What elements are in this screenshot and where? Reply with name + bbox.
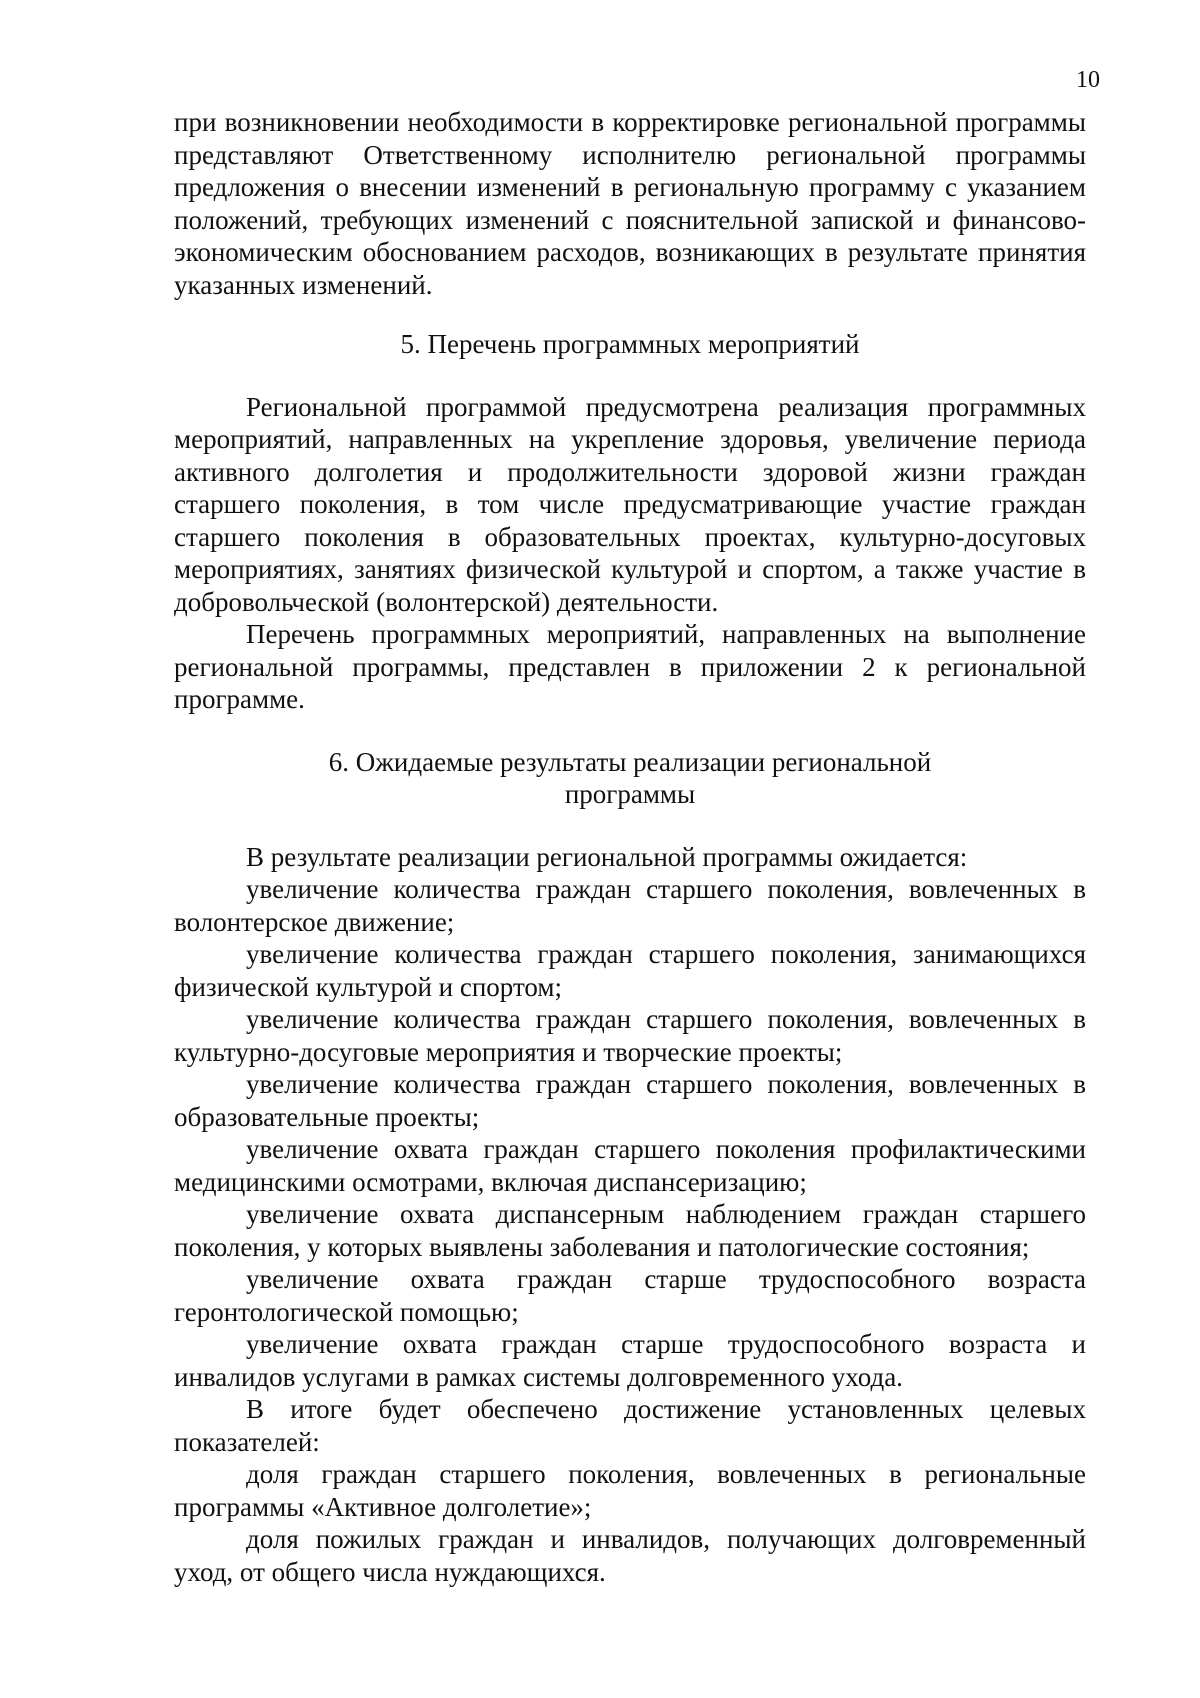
result-item: увеличение охвата диспансерным наблюдением граждан старшего поколения, у которых выявлены заболевания и патологические состояния; — [174, 1199, 1086, 1262]
section-5-paragraph: Перечень программных мероприятий, направленных на выполнение региональной программы, представлен в приложении 2 к региональной программе. — [174, 619, 1086, 714]
result-item: увеличение охвата граждан старше трудоспособного возраста геронтологической помощью; — [174, 1264, 1086, 1327]
result-item: увеличение количества граждан старшего поколения, вовлеченных в волонтерское движение; — [174, 874, 1086, 937]
section-6-paragraph: В итоге будет обеспечено достижение установленных целевых показателей: — [174, 1394, 1086, 1457]
result-item: увеличение количества граждан старшего поколения, занимающихся физической культурой и спортом; — [174, 939, 1086, 1002]
result-item: увеличение количества граждан старшего поколения, вовлеченных в образовательные проекты; — [174, 1069, 1086, 1132]
section-6-heading: 6. Ожидаемые результаты реализации региональной программы — [328, 746, 932, 809]
section-6-paragraph: В результате реализации региональной программы ожидается: — [246, 841, 968, 872]
page-number: 10 — [1076, 67, 1100, 93]
intro-paragraph: при возникновении необходимости в корректировке региональной программы представляют Ответственному исполнителю региональной программы предложения о внесении изменений в региональную программу с указанием положений, требующих изменений с пояснительной запиской и финансово-экономическим обоснованием расходов, возникающих в результате принятия указанных изменений. — [174, 107, 1086, 300]
result-item: увеличение охвата граждан старшего поколения профилактическими медицинскими осмотрами, включая диспансеризацию; — [174, 1134, 1086, 1197]
result-item: увеличение охвата граждан старше трудоспособного возраста и инвалидов услугами в рамках системы долговременного ухода. — [174, 1329, 1086, 1392]
section-5-paragraph: Региональной программой предусмотрена реализация программных мероприятий, направленных на укрепление здоровья, увеличение периода активного долголетия и продолжительности здоровой жизни граждан старшего поколения, в том числе предусматривающие участие граждан старшего поколения в образовательных проектах, культурно-досуговых мероприятиях, занятиях физической культурой и спортом, а также участие в добровольческой (волонтерской) деятельности. — [174, 391, 1086, 617]
target-indicator-item: доля граждан старшего поколения, вовлеченных в региональные программы «Активное долголетие»; — [174, 1459, 1086, 1522]
result-item: увеличение количества граждан старшего поколения, вовлеченных в культурно-досуговые мероприятия и творческие проекты; — [174, 1004, 1086, 1067]
section-5-heading: 5. Перечень программных мероприятий — [400, 329, 860, 359]
target-indicator-item: доля пожилых граждан и инвалидов, получающих долговременный уход, от общего числа нуждающихся. — [174, 1524, 1086, 1587]
document-body — [174, 106, 1086, 1588]
